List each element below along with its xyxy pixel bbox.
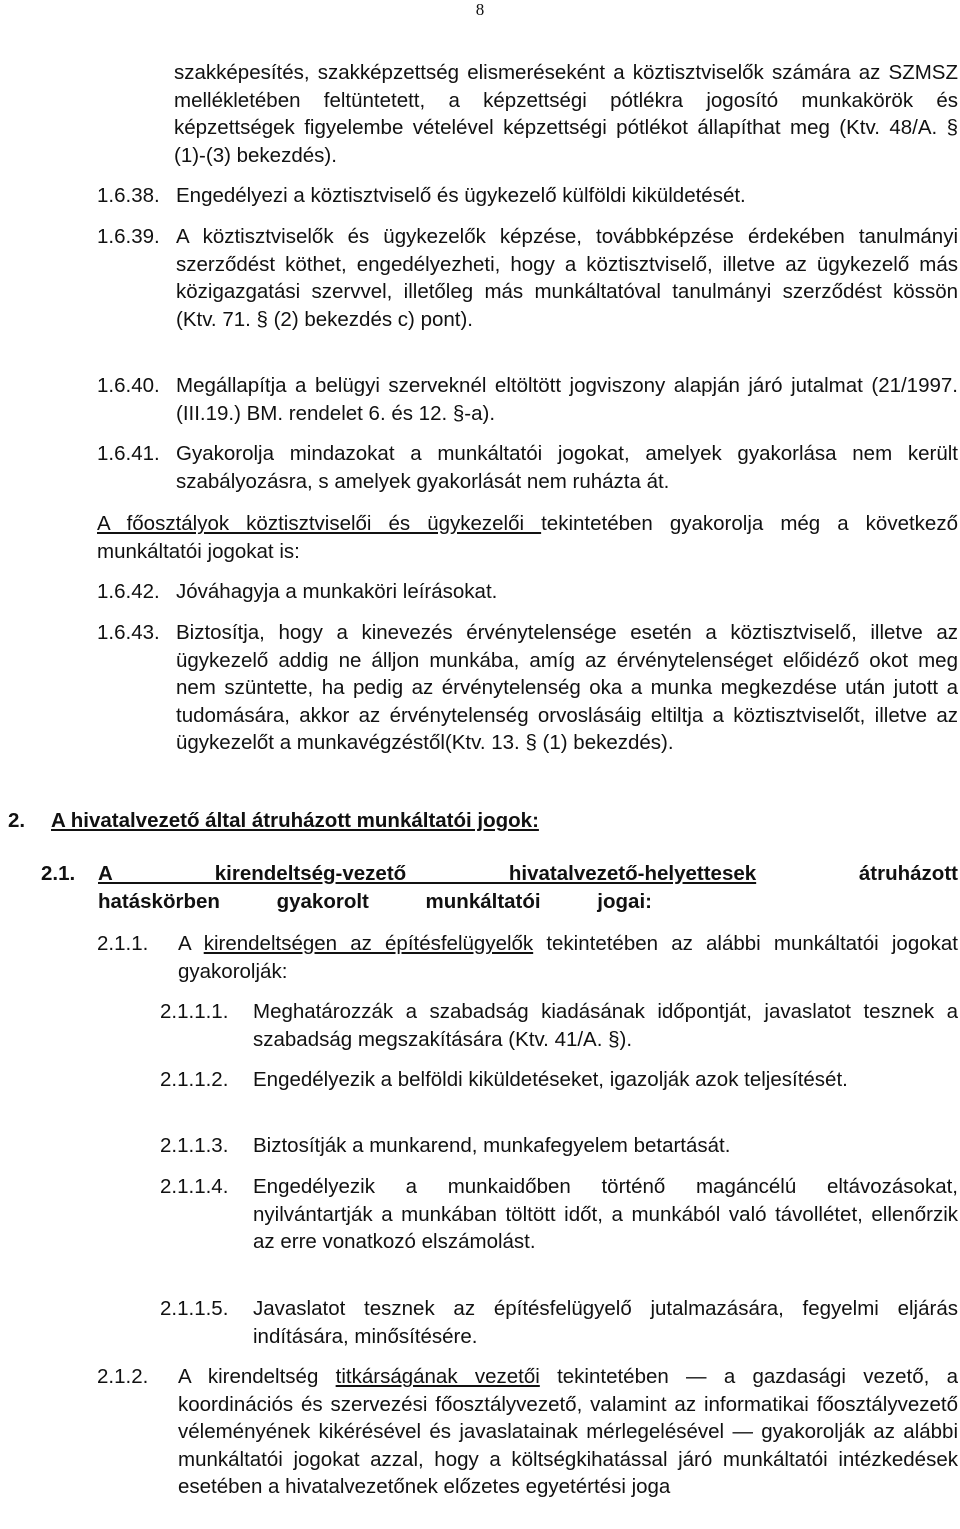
item-number: 1.6.38. (97, 184, 160, 207)
item-number: 1.6.41. (97, 442, 160, 465)
item-number: 2.1.1.3. (160, 1134, 229, 1157)
subsection-title-underlined: A kirendeltség-vezető hivatalvezető-helyettesek (98, 862, 757, 885)
item-text (178, 1363, 958, 1501)
item-text-underlined: kirendeltségen az építésfelügyelők (203, 932, 534, 955)
item-text: Engedélyezik a munkaidőben történő magáncélú eltávozásokat, nyilvántartják a munkában töltött időt, a munkából való távollétet, ellenőrzik az erre vonatkozó elszámolást. (253, 1175, 958, 1253)
item-text: A köztisztviselők és ügykezelők képzése, továbbképzése érdekében tanulmányi szerződést köthet, engedélyezheti, hogy a köztisztviselő, illetve az ügykezelő más közigazgatási szervvel, illetőleg más munkáltatóval tanulmányi szerződést kössön (Ktv. 71. § (2) bekezdés c) pont). (176, 225, 958, 331)
item-text: Jóváhagyja a munkaköri leírásokat. (176, 580, 498, 603)
item-number: 2.1.2. (97, 1365, 149, 1388)
item-number: 2.1.1.1. (160, 1000, 229, 1023)
item-text-post: tekintetében az alábbi munkáltatói jogokat gyakorolják: (178, 932, 958, 983)
item-text: Meghatározzák a szabadság kiadásának időpontját, javaslatot tesznek a szabadság megszakítására (Ktv. 41/A. §). (253, 1000, 958, 1051)
item-number: 2.1.1.4. (160, 1175, 229, 1198)
page-number: 8 (475, 0, 485, 19)
item-text: Biztosítják a munkarend, munkafegyelem betartását. (253, 1134, 731, 1157)
item-text-post: tekintetében — a gazdasági vezető, a koordinációs és szervezési főosztályvezető, valamint az informatikai főosztályvezető véleményének kikérésével és javaslatainak mérlegelésével — gyakorolják az alábbi munkáltatói jogokat azzal, hogy a költségkihatással járó munkáltatói intézkedések esetében a hivatalvezetőnek előzetes egyetértési joga (178, 1365, 958, 1498)
paragraph-text: tekintetében gyakorolja még a következő munkáltatói jogokat is: (97, 512, 958, 563)
item-number: 1.6.43. (97, 621, 160, 644)
item-number: 2.1.1.2. (160, 1068, 229, 1091)
departments-paragraph (97, 510, 958, 565)
section-number: 2. (8, 809, 26, 832)
item-text-pre: A (178, 932, 204, 955)
subsection-title-rest: átruházott hatáskörben gyakorolt munkáltatói jogai: (98, 862, 958, 913)
item-number: 1.6.42. (97, 580, 160, 603)
item-number: 1.6.40. (97, 374, 160, 397)
subsection-number: 2.1. (41, 862, 76, 885)
item-text-pre: A kirendeltség (178, 1365, 336, 1388)
item-text: Engedélyezik a belföldi kiküldetéseket, igazolják azok teljesítését. (253, 1068, 848, 1091)
underlined-text: A főosztályok köztisztviselői és ügykezelői (97, 512, 542, 535)
item-text: Megállapítja a belügyi szerveknél eltöltött jogviszony alapján járó jutalmat (21/1997.(III.19.) BM. rendelet 6. és 12. §-a). (176, 374, 958, 425)
section-title: A hivatalvezető által átruházott munkáltatói jogok: (51, 809, 539, 832)
item-number: 1.6.39. (97, 225, 160, 248)
item-text-underlined: titkárságának vezetői (335, 1365, 540, 1388)
item-number: 2.1.1.5. (160, 1297, 229, 1320)
item-text: Gyakorolja mindazokat a munkáltatói jogokat, amelyek gyakorlása nem került szabályozásra, s amelyek gyakorlását nem ruházta át. (176, 442, 958, 493)
item-text (178, 930, 958, 985)
item-number: 2.1.1. (97, 932, 149, 955)
item-text: Engedélyezi a köztisztviselő és ügykezelő külföldi kiküldetését. (176, 184, 746, 207)
subsection-title (98, 860, 958, 915)
item-text: Javaslatot tesznek az építésfelügyelő jutalmazására, fegyelmi eljárás indítására, minősítésére. (253, 1297, 958, 1348)
item-text: Biztosítja, hogy a kinevezés érvénytelensége esetén a köztisztviselő, illetve az ügykezelő addig ne álljon munkába, amíg az érvénytelenséget előidéző okot meg nem szüntette, ha pedig az érvénytelenség oka a munka megkezdése után jutott a tudomására, akkor az érvénytelenség orvoslásáig eltiltja a köztisztviselőt, illetve az ügykezelőt a munkavégzéstől(Ktv. 13. § (1) bekezdés). (176, 621, 958, 754)
intro-paragraph: szakképesítés, szakképzettség elismeréseként a köztisztviselők számára az SZMSZ mellékletében feltüntetett, a képzettségi pótlékra jogosító munkakörök és képzettségek figyelembe vételével képzettségi pótlékot állapíthat meg (Ktv. 48/A. § (1)-(3) bekezdés). (174, 61, 958, 167)
